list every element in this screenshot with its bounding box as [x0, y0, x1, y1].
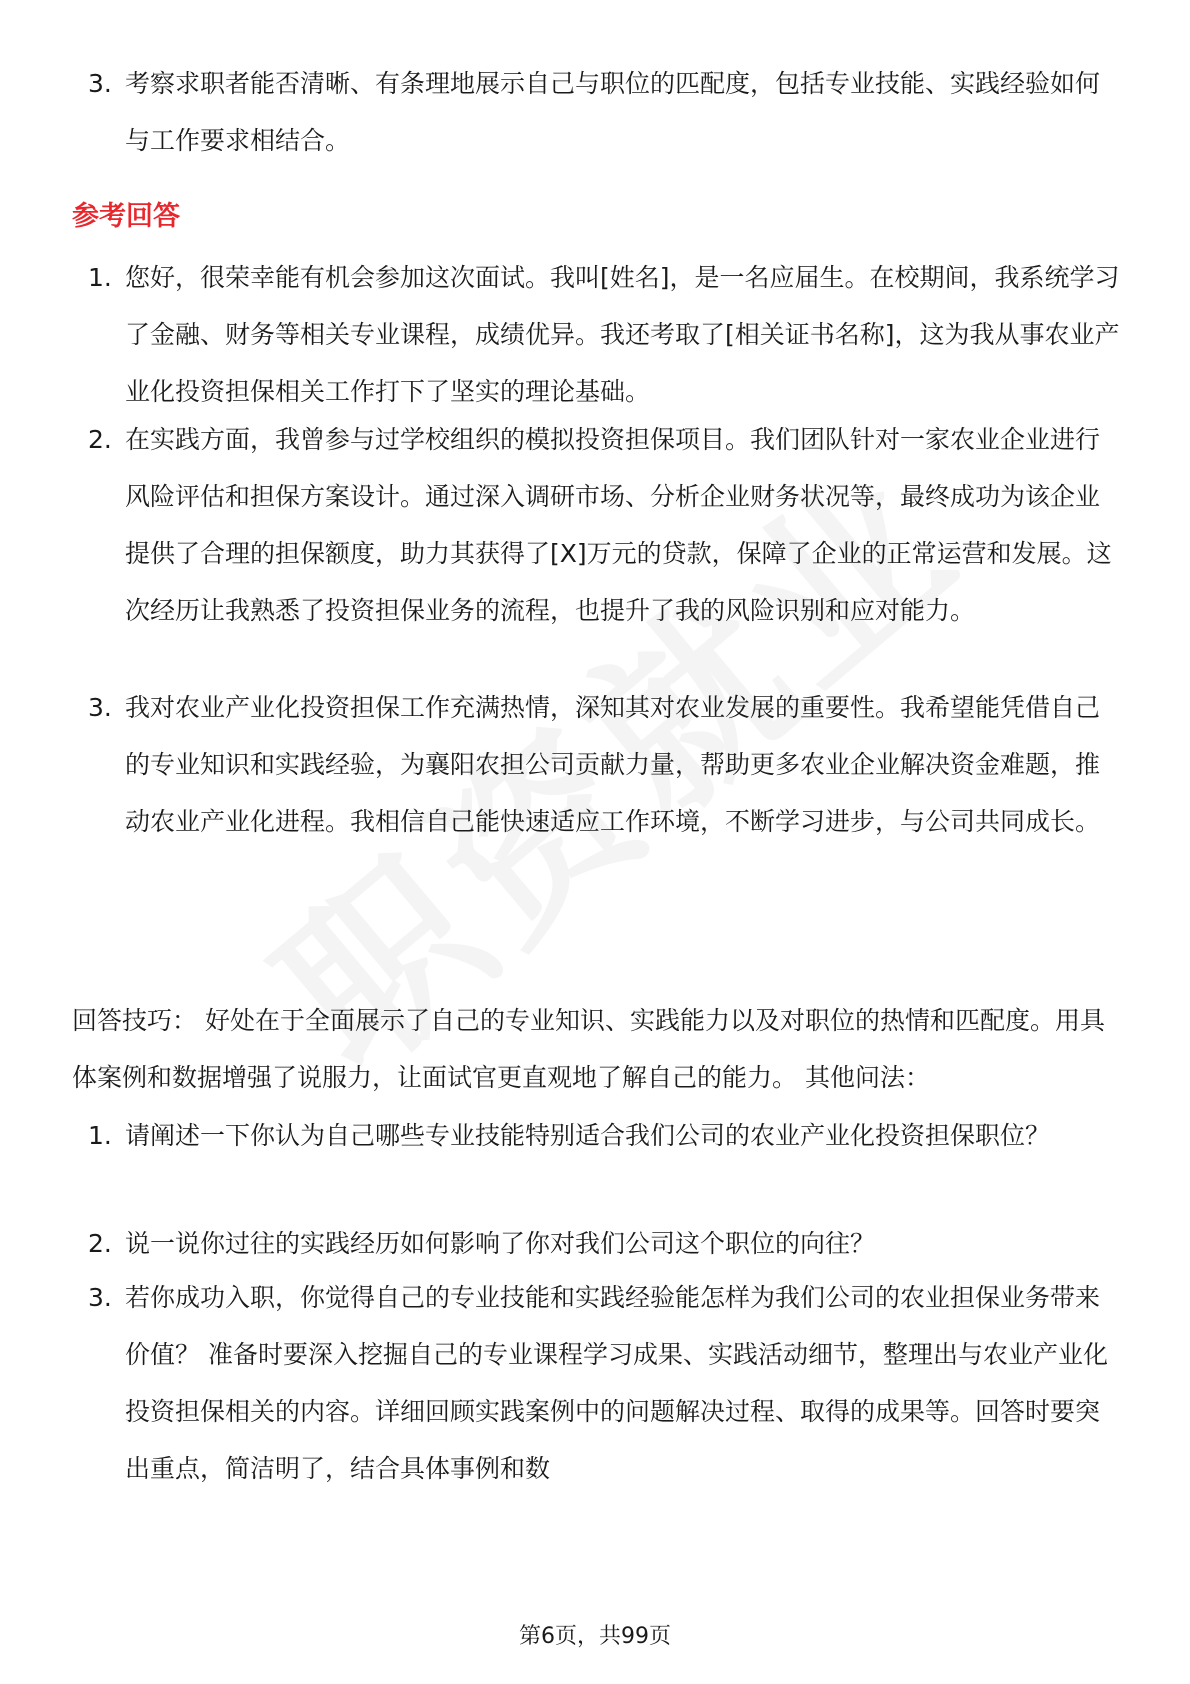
list-number: 2.: [88, 425, 112, 454]
list-number: 2.: [88, 1229, 112, 1258]
answer-tips: 回答技巧： 好处在于全面展示了自己的专业知识、实践能力以及对职位的热情和匹配度。用具体案例和数据增强了说服力，让面试官更直观地了解自己的能力。 其他问法：: [72, 1006, 1105, 1092]
list-text: 考察求职者能否清晰、有条理地展示自己与职位的匹配度，包括专业技能、实践经验如何与工作要求相结合。: [125, 69, 1101, 155]
list-text: 若你成功入职，你觉得自己的专业技能和实践经验能怎样为我们公司的农业担保业务带来价值？ 准备时要深入挖掘自己的专业课程学习成果、实践活动细节，整理出与农业产业化投资担保相关的内容。详细回顾实践案例中的问题解决过程、取得的成果等。回答时要突出重点，简洁明了，结合具体事例和数: [125, 1283, 1108, 1483]
list-number: 3.: [88, 69, 112, 98]
page-footer: 第6页，共99页: [519, 1624, 671, 1649]
list-number: 1.: [88, 1121, 112, 1150]
list-text: 说一说你过往的实践经历如何影响了你对我们公司这个职位的向往？: [125, 1229, 876, 1258]
list-number: 3.: [88, 1283, 112, 1312]
list-text: 我对农业产业化投资担保工作充满热情，深知其对农业发展的重要性。我希望能凭借自己的专业知识和实践经验，为襄阳农担公司贡献力量，帮助更多农业企业解决资金难题，推动农业产业化进程。我相信自己能快速适应工作环境，不断学习进步，与公司共同成长。: [125, 693, 1101, 836]
list-text: 请阐述一下你认为自己哪些专业技能特别适合我们公司的农业产业化投资担保职位？: [125, 1121, 1051, 1150]
list-number: 3.: [88, 693, 112, 722]
list-text: 您好，很荣幸能有机会参加这次面试。我叫[姓名]，是一名应届生。在校期间，我系统学习了金融、财务等相关专业课程，成绩优异。我还考取了[相关证书名称]，这为我从事农业产业化投资担保相关工作打下了坚实的理论基础。: [125, 263, 1120, 406]
section-heading: 参考回答: [72, 201, 180, 232]
list-number: 1.: [88, 263, 112, 292]
list-text: 在实践方面，我曾参与过学校组织的模拟投资担保项目。我们团队针对一家农业企业进行风险评估和担保方案设计。通过深入调研市场、分析企业财务状况等，最终成功为该企业提供了合理的担保额度，助力其获得了[X]万元的贷款，保障了企业的正常运营和发展。这次经历让我熟悉了投资担保业务的流程，也提升了我的风险识别和应对能力。: [125, 425, 1112, 625]
